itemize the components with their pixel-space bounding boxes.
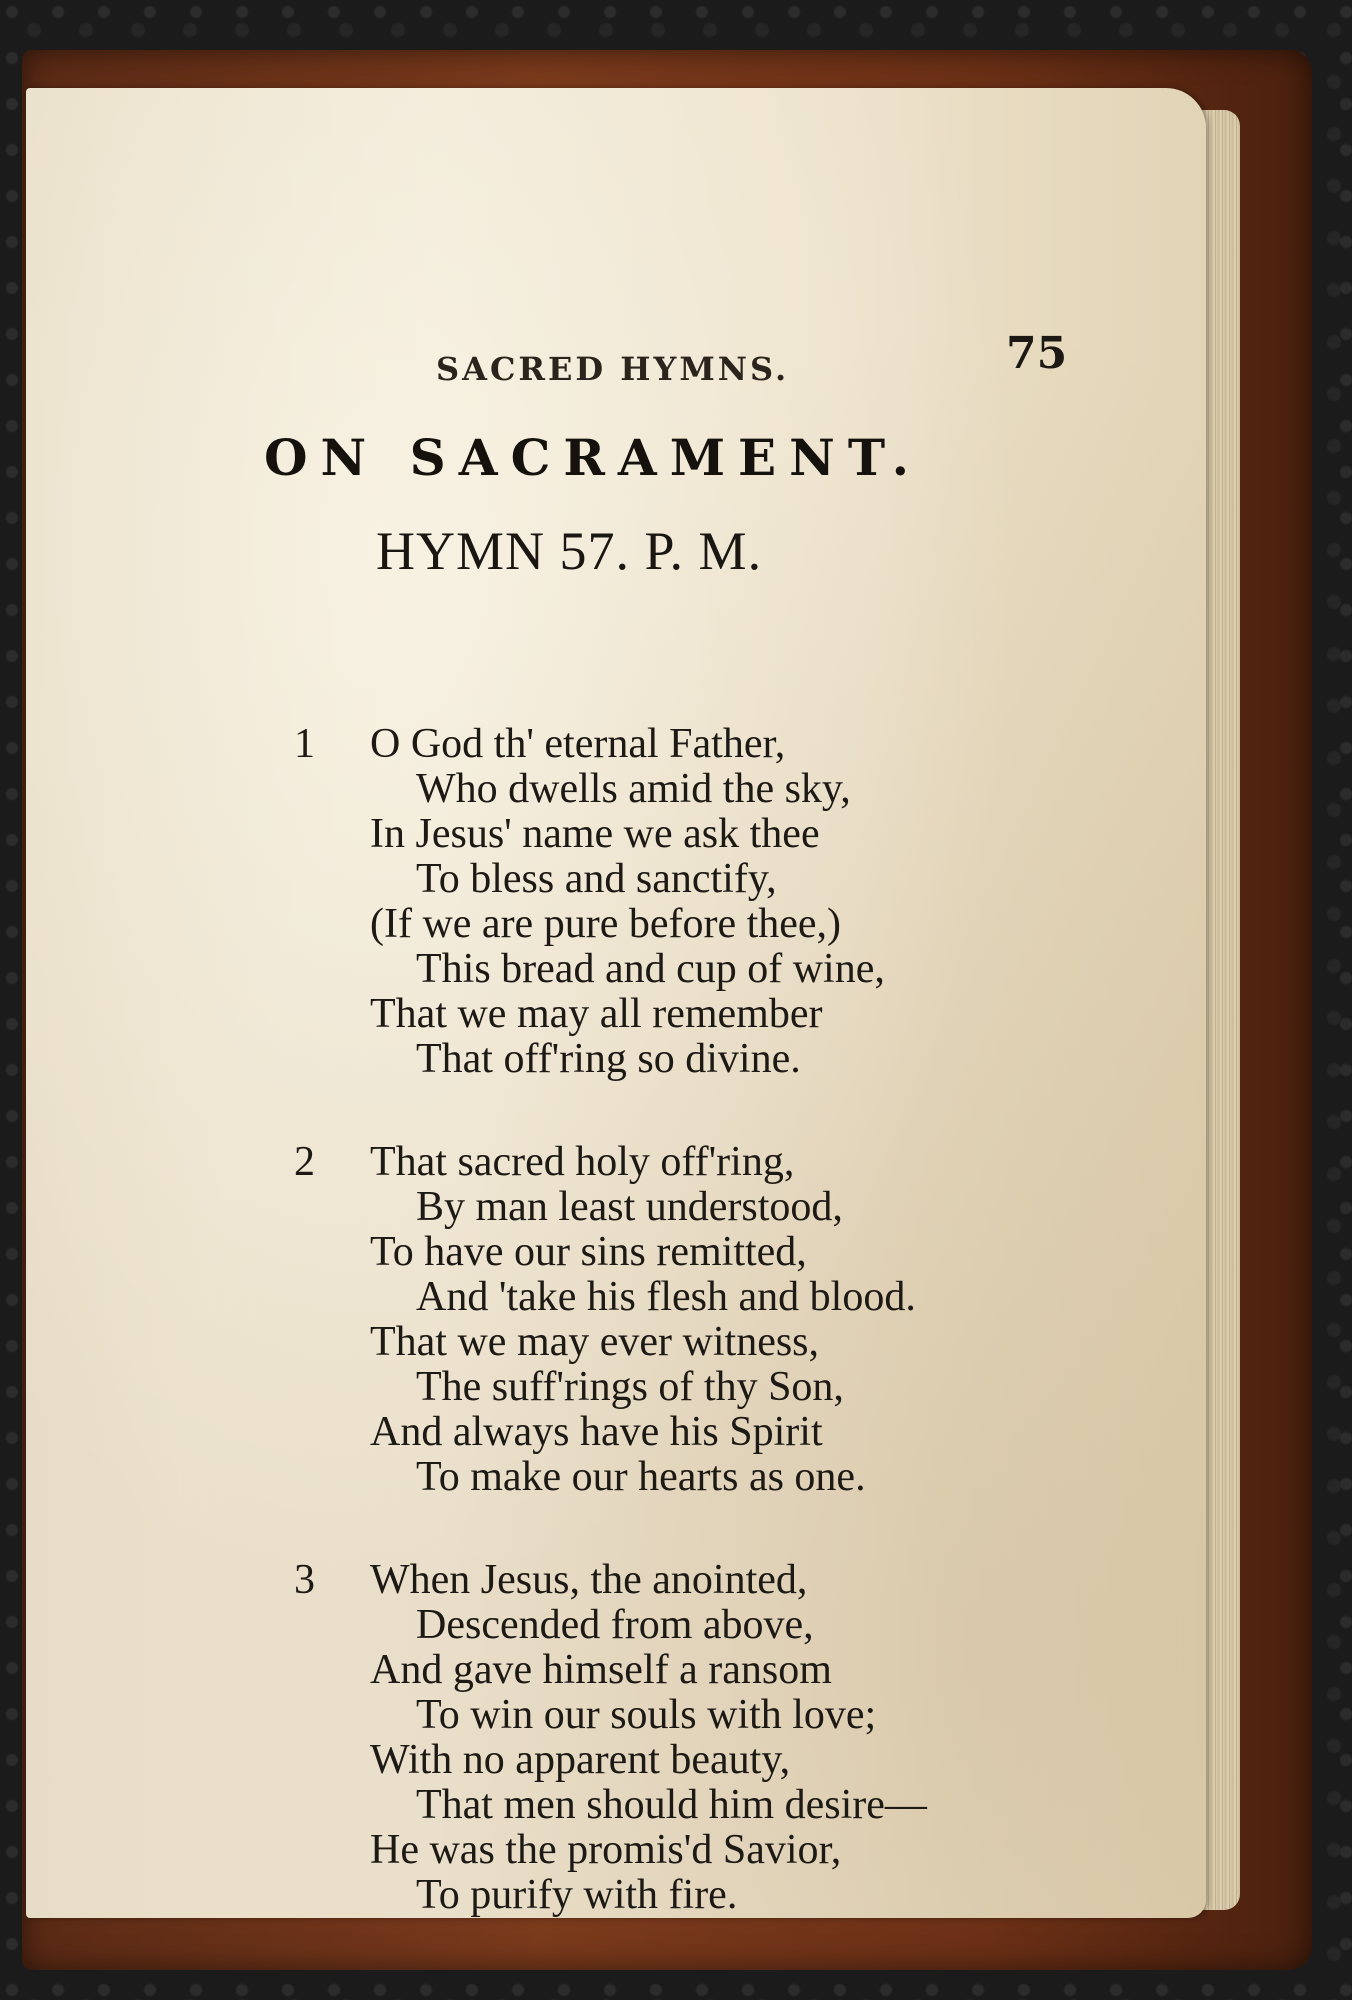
hymn-line: That off'ring so divine. — [416, 1036, 801, 1082]
hymn-line: He was the promis'd Savior, — [370, 1827, 842, 1873]
hymn-line: That sacred holy off'ring, — [370, 1139, 795, 1185]
hymn-line: The suff'rings of thy Son, — [416, 1364, 844, 1410]
hymn-line: To have our sins remitted, — [370, 1229, 807, 1275]
hymn-line: O God th' eternal Father, — [370, 721, 786, 767]
hymn-line: This bread and cup of wine, — [416, 946, 885, 992]
hymn-line: When Jesus, the anointed, — [370, 1557, 808, 1603]
hymn-line: Who dwells amid the sky, — [416, 766, 851, 812]
hymn-line: Descended from above, — [416, 1602, 814, 1648]
page-number: 75 — [1006, 328, 1068, 379]
book-page — [26, 88, 1206, 1918]
hymn-line: To win our souls with love; — [416, 1692, 877, 1738]
hymn-line: To make our hearts as one. — [416, 1454, 866, 1500]
stanza — [296, 722, 1096, 1082]
section-title: ON SACRAMENT. — [264, 428, 923, 487]
hymn-line: And always have his Spirit — [370, 1409, 823, 1455]
hymn-line: (If we are pure before thee,) — [370, 901, 842, 947]
hymn-line: And 'take his flesh and blood. — [416, 1274, 916, 1320]
hymn-line: To purify with fire. — [416, 1872, 738, 1918]
hymn-line: To bless and sanctify, — [416, 856, 777, 902]
hymn-heading: HYMN 57. P. M. — [376, 521, 763, 581]
hymn-line: That we may all remember — [370, 991, 823, 1037]
stanza-number: 3 — [294, 1557, 315, 1603]
stanza-number: 1 — [294, 721, 315, 767]
hymn-line: With no apparent beauty, — [370, 1737, 791, 1783]
hymn-line: By man least understood, — [416, 1184, 843, 1230]
hymn-line: In Jesus' name we ask thee — [370, 811, 820, 857]
stanza — [296, 1140, 1096, 1500]
stanza-number: 2 — [294, 1139, 315, 1185]
hymn-line: And gave himself a ransom — [370, 1647, 832, 1693]
hymn-line: That we may ever witness, — [370, 1319, 820, 1365]
hymn-line: That men should him desire— — [416, 1782, 927, 1828]
stanza — [296, 1558, 1096, 1918]
running-head: SACRED HYMNS. — [436, 350, 790, 388]
